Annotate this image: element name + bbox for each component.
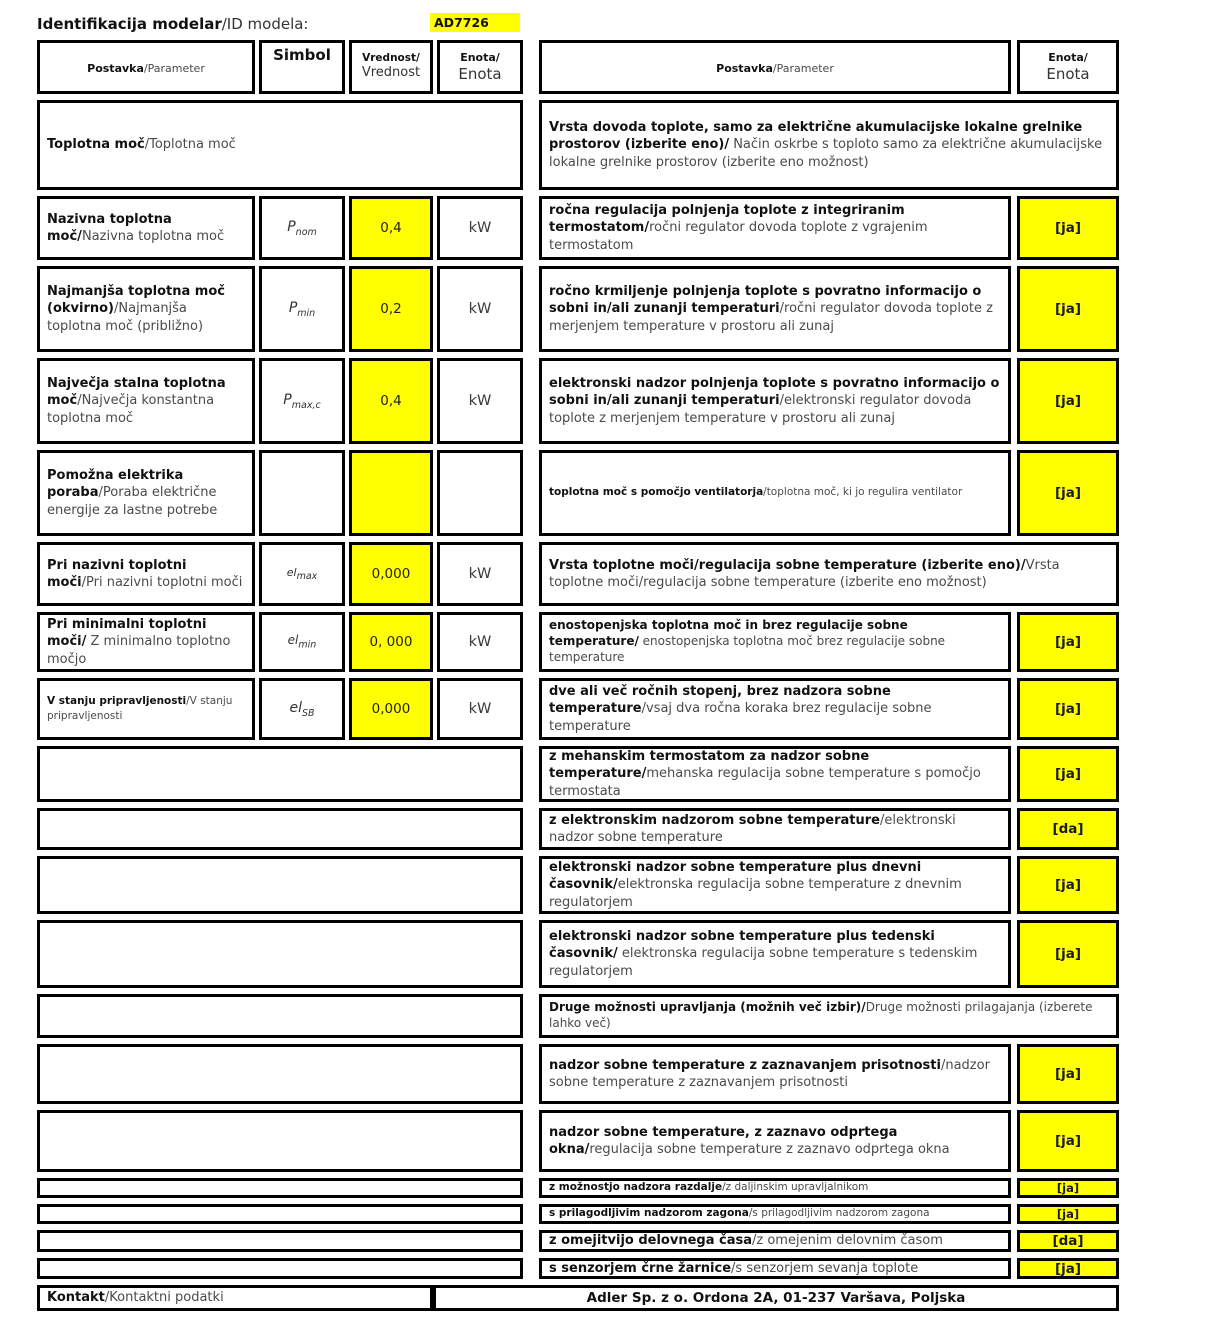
header-text: Vrednost/ (362, 52, 420, 65)
param-text: nadzor sobne temperature, z zaznavo odprtega okna/ (549, 1124, 898, 1157)
right-unit-cell: [da] (1017, 1230, 1119, 1252)
symbol-text: P (288, 299, 298, 316)
symbol-text: el (289, 699, 302, 716)
right-param-mehanski-termostat (539, 746, 1011, 802)
header-text: /Parameter (143, 62, 205, 75)
param-text: /elektronski regulator dovoda toplote z merjenjem temperature v prostoru ali zunaj (549, 393, 972, 426)
param-text: /s senzorjem sevanja toplote (731, 1260, 919, 1276)
empty-cell (37, 1110, 523, 1172)
header-text: Enota (458, 64, 502, 83)
param-text: z mehanskim termostatom za nadzor sobne temperature/ (549, 749, 870, 782)
right-param-elektronski-nadzor (539, 808, 1011, 850)
right-param-druge-moznosti (539, 994, 1119, 1038)
param-text: elektronski nadzor polnjenja toplote s povratno informacijo o sobni in/ali zunanji temperaturi (549, 376, 1000, 409)
param-text: /Najmanjša toplotna moč (približno) (47, 301, 204, 334)
symbol-sub: max (296, 571, 318, 583)
symbol-cell (259, 542, 345, 606)
param-text: Pri nazivni toplotni moči (47, 557, 187, 590)
unit-kw-cell: kW (437, 678, 523, 740)
right-unit-cell: [ja] (1017, 450, 1119, 536)
right-param-elektronski-nadzor-polnjenja (539, 358, 1011, 444)
param-text: Druge možnosti upravljanja (možnih več izbir)/ (549, 1000, 866, 1015)
unit-kw-cell: kW (437, 612, 523, 672)
empty-cell (37, 920, 523, 988)
header-left-unit (437, 40, 523, 94)
param-text: nadzor sobne temperature z zaznavanjem prisotnosti (549, 1057, 941, 1073)
right-unit-cell: [da] (1017, 808, 1119, 850)
symbol-cell-empty (259, 450, 345, 536)
param-text: Pri minimalni toplotni moči/ (47, 617, 207, 650)
param-text: Nazivna toplotna moč (81, 229, 225, 244)
value-cell: 0,000 (349, 678, 433, 740)
symbol-cell (259, 196, 345, 260)
right-unit-cell: [ja] (1017, 358, 1119, 444)
right-param-tedenski-casovnik (539, 920, 1011, 988)
value-cell: 0,000 (349, 542, 433, 606)
page-title-rest: /ID modela: (221, 15, 309, 33)
param-text: elektronski nadzor sobne temperature plus tedenski časovnik/ (549, 929, 935, 962)
param-text: /V stanju pripravljenosti (47, 694, 233, 722)
left-param-pri-minimalni (37, 612, 255, 672)
param-text: z omejitvijo delovnega časa (549, 1233, 753, 1249)
value-cell: 0,4 (349, 196, 433, 260)
header-text: Enota/ (1048, 50, 1088, 64)
unit-kw-cell: kW (437, 542, 523, 606)
model-id-badge: AD7726 (430, 13, 520, 32)
param-text: Vrsta dovoda toplote, samo za električne akumulacijske lokalne grelnike prostorov (izberite eno)/ (549, 120, 1083, 153)
header-text: Simbol (273, 46, 331, 64)
empty-cell (37, 1204, 523, 1224)
right-param-vrsta-toplotne-moci (539, 542, 1119, 606)
symbol-sub: min (297, 307, 316, 319)
right-param-ventilator (539, 450, 1011, 536)
param-text: Vrsta toplotne moči/regulacija sobne temperature (izberite eno možnost) (549, 557, 1060, 590)
param-text: Največja stalna toplotna moč (47, 376, 226, 409)
param-text: /s prilagodljivim nadzorom zagona (748, 1207, 930, 1220)
header-left-parameter (37, 40, 255, 94)
right-param-dve-ali-vec (539, 678, 1011, 740)
right-param-nadzor-razdalje (539, 1178, 1011, 1198)
left-param-najvecja (37, 358, 255, 444)
header-text: Postavka (87, 62, 144, 75)
param-text: /Toplotna moč (144, 137, 236, 153)
param-text: Način oskrbe s toploto samo za električne akumulacijske lokalne grelnike prostorov (izberite eno možnost) (549, 137, 1103, 170)
param-text: Najmanjša toplotna moč (okvirno) (47, 284, 225, 317)
header-text: /Parameter (772, 62, 834, 75)
right-unit-cell: [ja] (1017, 1178, 1119, 1198)
empty-cell (37, 1258, 523, 1279)
param-text: ročna regulacija polnjenja toplote z integriranim termostatom/ (549, 203, 905, 236)
contact-text: /Kontaktni podatki (104, 1290, 224, 1306)
symbol-cell (259, 266, 345, 352)
param-text: toplotna moč s pomočjo ventilatorja (549, 486, 764, 499)
right-unit-cell: [ja] (1017, 920, 1119, 988)
param-text: Toplotna moč (47, 137, 145, 153)
right-unit-cell: [ja] (1017, 612, 1119, 672)
param-text: Druge možnosti prilagajanja (izberete lahko več) (549, 1000, 1093, 1030)
header-value (349, 40, 433, 94)
param-text: /ročni regulator dovoda toplote z merjenjem temperature v prostoru ali zunaj (549, 301, 993, 334)
param-text: /Pri nazivni toplotni moči (81, 575, 243, 590)
right-unit-cell: [ja] (1017, 196, 1119, 260)
param-text: s prilagodljivim nadzorom zagona (549, 1207, 749, 1220)
left-param-pri-nazivni (37, 542, 255, 606)
right-param-omejitev-casa (539, 1230, 1011, 1252)
contact-label-cell (37, 1285, 433, 1311)
param-text: s senzorjem črne žarnice (549, 1260, 732, 1276)
param-text: regulacija sobne temperature z zaznavo odprtega okna (589, 1142, 950, 1157)
param-text: z možnostjo nadzora razdalje (549, 1181, 723, 1194)
param-text: elektronska regulacija sobne temperature z dnevnim regulatorjem (549, 877, 962, 910)
contact-address-cell: Adler Sp. z o. Ordona 2A, 01-237 Varšava, Poljska (433, 1285, 1119, 1311)
right-param-odprto-okno (539, 1110, 1011, 1172)
page-title-bold: Identifikacija modelar (37, 15, 222, 33)
empty-cell (37, 1178, 523, 1198)
symbol-sub: max,c (291, 399, 321, 411)
contact-text: Kontakt (47, 1290, 105, 1306)
empty-cell (37, 856, 523, 914)
header-right-unit (1017, 40, 1119, 94)
right-param-rocno-krmiljenje (539, 266, 1011, 352)
header-text: Enota/ (460, 50, 500, 64)
right-unit-cell: [ja] (1017, 746, 1119, 802)
symbol-sub: nom (295, 226, 317, 238)
right-param-enostopenjska (539, 612, 1011, 672)
param-text: V stanju pripravljenosti (47, 694, 187, 707)
param-text: /z omejenim delovnim časom (752, 1233, 943, 1249)
right-param-rocna-regulacija (539, 196, 1011, 260)
unit-kw-cell: kW (437, 358, 523, 444)
value-cell: 0, 000 (349, 612, 433, 672)
empty-cell (37, 746, 523, 802)
left-param-najmanjsa (37, 266, 255, 352)
param-text: /Največja konstantna toplotna moč (47, 393, 215, 426)
symbol-sub: min (298, 639, 317, 651)
param-text: ročni regulator dovoda toplote z vgrajenim termostatom (549, 220, 928, 253)
symbol-cell (259, 612, 345, 672)
param-text: Nazivna toplotna moč/ (47, 211, 172, 244)
header-right-parameter (539, 40, 1011, 94)
right-param-senzor-zarnice (539, 1258, 1011, 1279)
right-param-vrsta-dovoda (539, 100, 1119, 190)
symbol-text: P (287, 218, 296, 235)
param-text: elektronska regulacija sobne temperature s tedenskim regulatorjem (549, 946, 978, 979)
empty-cell (37, 994, 523, 1038)
right-unit-cell: [ja] (1017, 1110, 1119, 1172)
param-text: elektronski nadzor sobne temperature plus dnevni časovnik/ (549, 860, 922, 893)
param-text: enostopenjska toplotna moč in brez regulacije sobne temperature/ (549, 618, 908, 649)
page-title (37, 15, 308, 33)
param-text: ročno krmiljenje polnjenja toplote s povratno informacijo o sobni in/ali zunanji temperaturi (549, 284, 982, 317)
header-text: Postavka (716, 62, 773, 75)
right-unit-cell: [ja] (1017, 1044, 1119, 1104)
param-text: /toplotna moč, ki jo regulira ventilator (763, 486, 963, 499)
value-cell: 0,2 (349, 266, 433, 352)
unit-kw-cell: kW (437, 196, 523, 260)
param-text: Vrsta toplotne moči/regulacija sobne temperature (izberite eno)/ (549, 557, 1026, 573)
empty-cell (37, 1044, 523, 1104)
value-cell: 0,4 (349, 358, 433, 444)
param-text: /vsaj dva ročna koraka brez regulacije sobne temperature (549, 701, 932, 734)
right-unit-cell: [ja] (1017, 1204, 1119, 1224)
symbol-cell (259, 678, 345, 740)
left-param-standby (37, 678, 255, 740)
param-text: z elektronskim nadzorom sobne temperature (549, 812, 880, 828)
right-param-dnevni-casovnik (539, 856, 1011, 914)
param-text: /Poraba električne energije za lastne potrebe (47, 485, 218, 518)
symbol-text: P (283, 391, 292, 408)
param-text: enostopenjska toplotna moč brez regulacije sobne temperature (549, 634, 946, 664)
datasheet-table (37, 40, 1119, 1311)
right-unit-cell: [ja] (1017, 678, 1119, 740)
param-text: /z daljinskim upravljalnikom (722, 1181, 869, 1194)
symbol-text: el (287, 633, 299, 648)
right-unit-cell: [ja] (1017, 856, 1119, 914)
right-param-prisotnost (539, 1044, 1011, 1104)
value-cell-empty (349, 450, 433, 536)
right-param-nadzor-zagona (539, 1204, 1011, 1224)
header-symbol (259, 40, 345, 94)
left-param-nazivna (37, 196, 255, 260)
empty-cell (37, 808, 523, 850)
right-unit-cell: [ja] (1017, 266, 1119, 352)
unit-kw-cell: kW (437, 266, 523, 352)
param-text: Pomožna elektrika poraba (47, 468, 184, 501)
right-unit-cell: [ja] (1017, 1258, 1119, 1279)
symbol-cell (259, 358, 345, 444)
param-text: dve ali več ročnih stopenj, brez nadzora sobne temperature (549, 684, 891, 717)
symbol-sub: SB (301, 707, 315, 719)
param-text: /elektronski nadzor sobne temperature (549, 812, 956, 845)
symbol-text: el (286, 565, 297, 579)
param-text: mehanska regulacija sobne temperature s pomočjo termostata (549, 766, 981, 799)
unit-cell-empty (437, 450, 523, 536)
left-param-toplotna-moc (37, 100, 523, 190)
empty-cell (37, 1230, 523, 1252)
param-text: Z minimalno toplotno močjo (47, 634, 231, 667)
header-text: Vrednost (361, 65, 421, 81)
header-text: Enota (1046, 64, 1090, 83)
param-text: /nadzor sobne temperature z zaznavanjem prisotnosti (549, 1057, 990, 1090)
left-param-pomozna (37, 450, 255, 536)
